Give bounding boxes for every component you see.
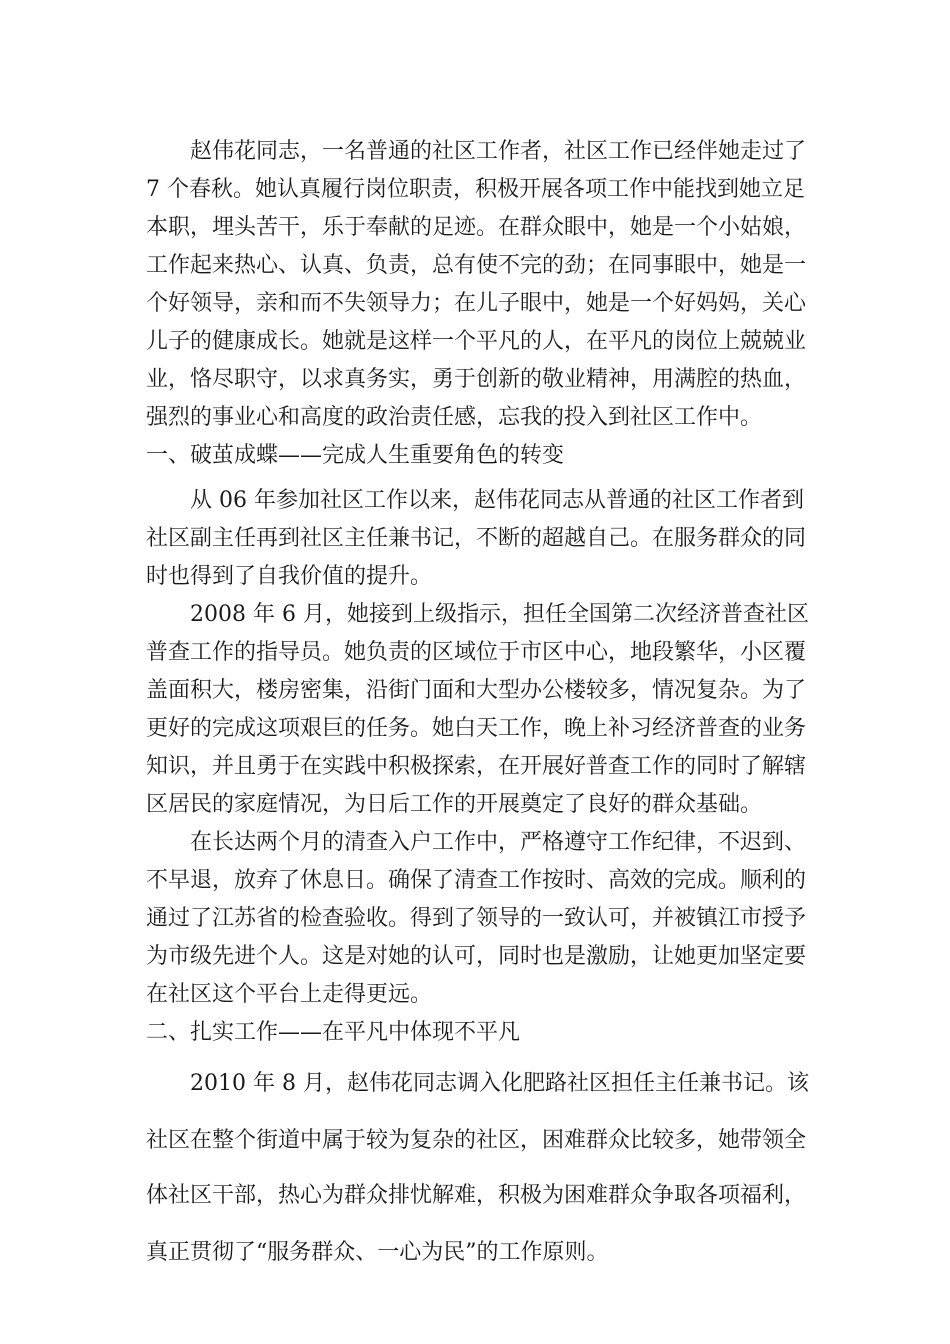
paragraph-2-line-3: 时也得到了自我价值的提升。 xyxy=(146,564,433,589)
paragraph-1-line-3: 本职，埋头苦干，乐于奉献的足迹。在群众眼中，她是一个小姑娘， xyxy=(146,215,807,240)
paragraph-3-line-1: 2008 年 6 月，她接到上级指示，担任全国第二次经济普查社区 xyxy=(190,602,809,627)
paragraph-1-line-2: 7 个春秋。她认真履行岗位职责，积极开展各项工作中能找到她立足 xyxy=(146,177,805,202)
paragraph-3-line-6: 区居民的家庭情况，为日后工作的开展奠定了良好的群众基础。 xyxy=(146,792,763,817)
paragraph-1-line-5: 个好领导，亲和而不失领导力；在儿子眼中，她是一个好妈妈，关心 xyxy=(146,291,807,316)
paragraph-1-line-8: 强烈的事业心和高度的政治责任感，忘我的投入到社区工作中。 xyxy=(146,405,763,430)
section-heading-1: 一、破茧成蝶——完成人生重要角色的转变 xyxy=(146,443,565,468)
paragraph-4-line-2: 不早退，放弃了休息日。确保了清查工作按时、高效的完成。顺利的 xyxy=(146,868,807,893)
paragraph-3-line-4: 更好的完成这项艰巨的任务。她白天工作，晚上补习经济普查的业务 xyxy=(146,716,807,741)
paragraph-5-line-1: 2010 年 8 月，赵伟花同志调入化肥路社区担任主任兼书记。该 xyxy=(190,1071,809,1096)
paragraph-4-line-3: 通过了江苏省的检查验收。得到了领导的一致认可，并被镇江市授予 xyxy=(146,906,807,931)
paragraph-2-line-2: 社区副主任再到社区主任兼书记，不断的超越自己。在服务群众的同 xyxy=(146,526,807,551)
paragraph-2-line-1: 从 06 年参加社区工作以来，赵伟花同志从普通的社区工作者到 xyxy=(190,488,804,513)
paragraph-5-line-4: 真正贯彻了“服务群众、一心为民”的工作原则。 xyxy=(146,1240,609,1265)
paragraph-1-line-1: 赵伟花同志，一名普通的社区工作者，社区工作已经伴她走过了 xyxy=(190,139,807,164)
paragraph-3-line-5: 知识，并且勇于在实践中积极探索，在开展好普查工作的同时了解辖 xyxy=(146,754,807,779)
document-body xyxy=(146,0,816,1344)
paragraph-4-line-5: 在社区这个平台上走得更远。 xyxy=(146,982,433,1007)
paragraph-1-line-7: 业，恪尽职守，以求真务实，勇于创新的敬业精神，用满腔的热血， xyxy=(146,367,807,392)
paragraph-1-line-6: 儿子的健康成长。她就是这样一个平凡的人，在平凡的岗位上兢兢业 xyxy=(146,329,807,354)
paragraph-4-line-4: 为市级先进个人。这是对她的认可，同时也是激励，让她更加坚定要 xyxy=(146,944,807,969)
paragraph-5-line-3: 体社区干部，热心为群众排忧解难，积极为困难群众争取各项福利， xyxy=(146,1183,807,1208)
paragraph-3-line-2: 普查工作的指导员。她负责的区域位于市区中心，地段繁华，小区覆 xyxy=(146,640,807,665)
paragraph-1-line-4: 工作起来热心、认真、负责，总有使不完的劲；在同事眼中，她是一 xyxy=(146,253,807,278)
section-heading-2: 二、扎实工作——在平凡中体现不平凡 xyxy=(146,1020,521,1045)
paragraph-3-line-3: 盖面积大，楼房密集，沿街门面和大型办公楼较多，情况复杂。为了 xyxy=(146,678,807,703)
paragraph-4-line-1: 在长达两个月的清查入户工作中，严格遵守工作纪律，不迟到、 xyxy=(190,830,807,855)
paragraph-5-line-2: 社区在整个街道中属于较为复杂的社区，困难群众比较多，她带领全 xyxy=(146,1128,807,1153)
